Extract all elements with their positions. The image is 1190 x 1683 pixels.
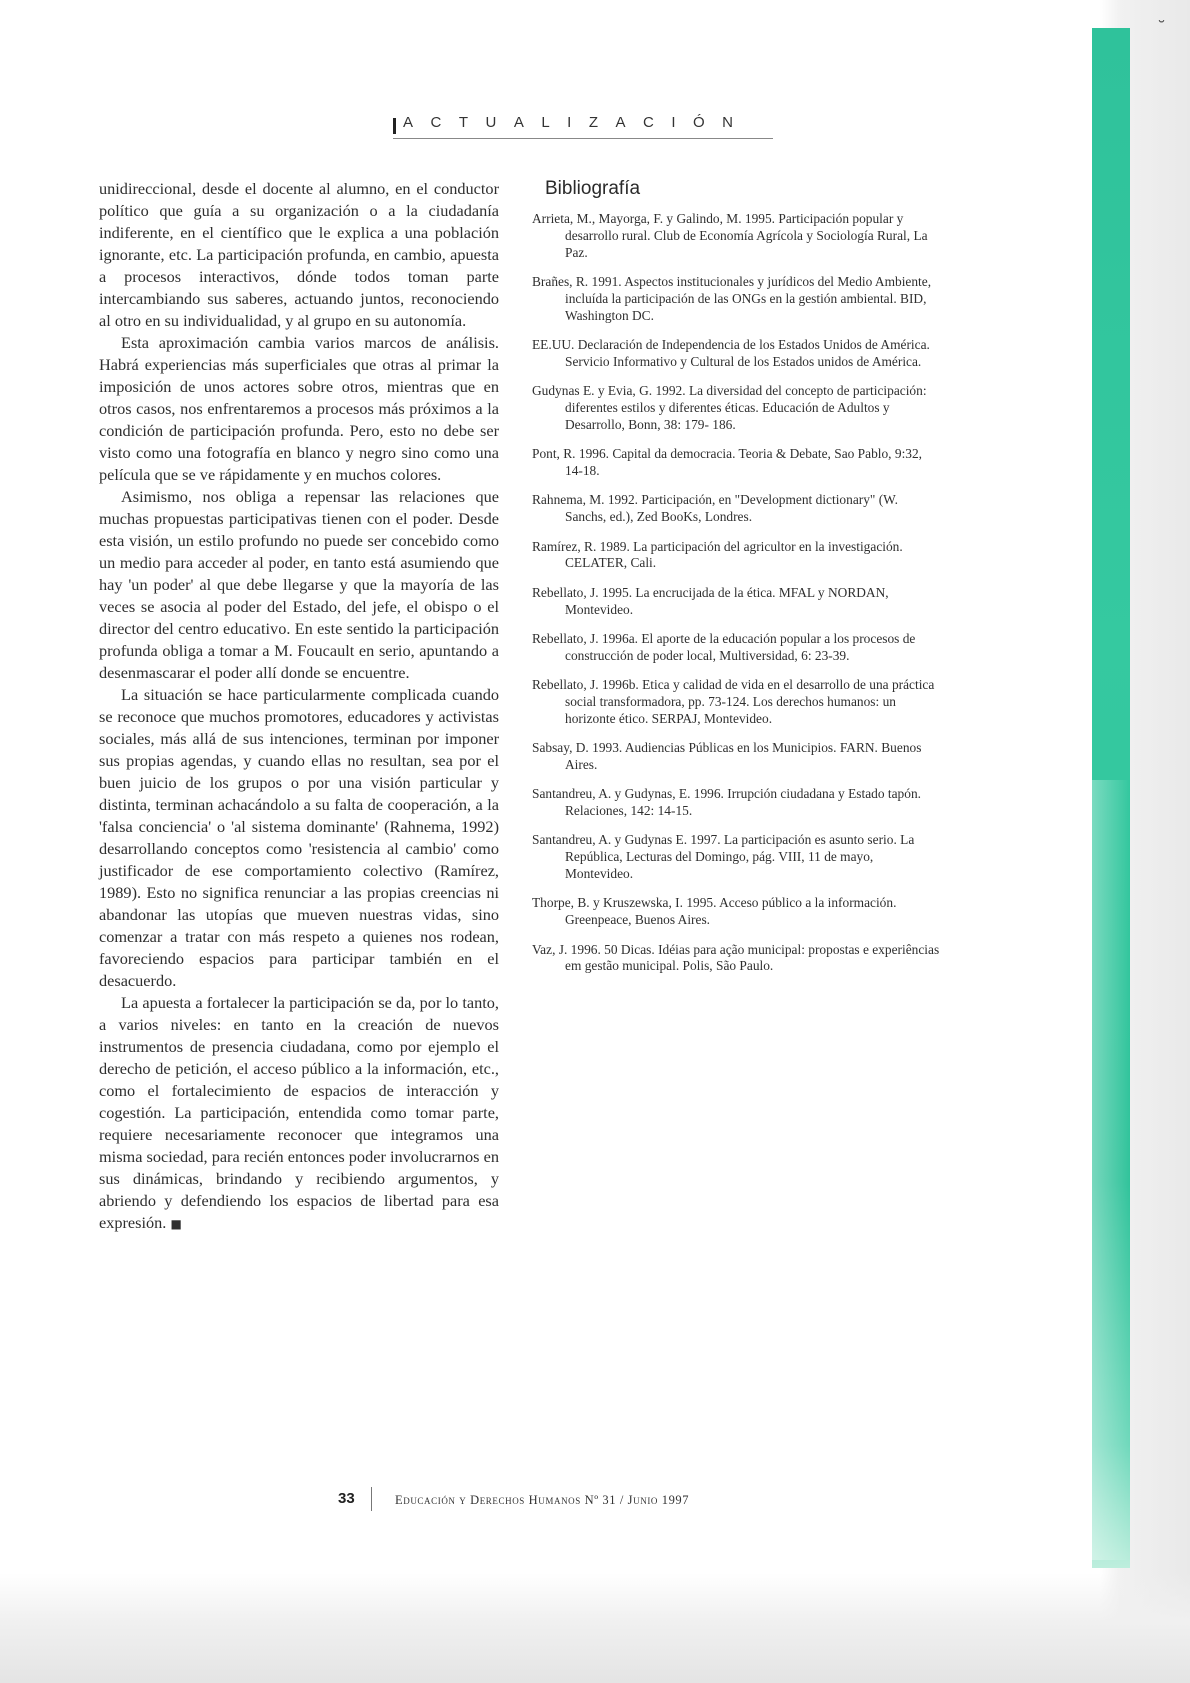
bibliography-entry: EE.UU. Declaración de Independencia de los Estados Unidos de América. Servicio Informativo y Cultural de los Estados unidos de América. — [532, 336, 930, 369]
bibliography-title: Bibliografía — [545, 178, 641, 199]
footer-separator — [371, 1487, 372, 1511]
bibliography-entry: Rebellato, J. 1996a. El aporte de la educación popular a los procesos de construcción de poder local, Multiversidad, 6: 23-39. — [532, 630, 916, 663]
bibliography-entry: Rebellato, J. 1996b. Etica y calidad de vida en el desarrollo de una práctica social transformadora, pp. 73-124. Los derechos humanos: un horizonte ético. SERPAJ, Montevideo. — [532, 677, 935, 726]
journal-info: Educación y Derechos Humanos Nº 31 / Junio 1997 — [395, 1493, 690, 1507]
bibliography-entry: Santandreu, A. y Gudynas, E. 1996. Irrupción ciudadana y Estado tapón. Relaciones, 142: 14-15. — [532, 786, 921, 819]
bibliography-entry: Arrieta, M., Mayorga, F. y Galindo, M. 1995. Participación popular y desarrollo rural. Club de Economía Agrícola y Sociología Rural, La Paz. — [532, 211, 928, 260]
bibliography-entry: Gudynas E. y Evia, G. 1992. La diversidad del concepto de participación: diferentes estilos y diferentes éticas. Educación de Adultos y Desarrollo, Bonn, 38: 179- 186. — [532, 383, 927, 432]
bibliography-entry: Ramírez, R. 1989. La participación del agricultor en la investigación. CELATER, Cali. — [532, 538, 903, 571]
bibliography-entry: Rebellato, J. 1995. La encrucijada de la ética. MFAL y NORDAN, Montevideo. — [532, 584, 889, 617]
scan-bottom-shadow — [0, 1573, 1190, 1683]
bibliography-list — [532, 211, 940, 975]
bibliography-section — [532, 178, 940, 988]
body-paragraph: unidireccional, desde el docente al alumno, en el conductor político que guía a su organización o a la ciudadanía indiferente, en el científico que le explica a una población ignorante, etc. La participación profunda, en cambio, apuesta a procesos interactivos, dónde todos toman parte intercambiando sus saberes, actuando juntos, reconociendo al otro en su individualidad, y al grupo en su autonomía. — [99, 179, 499, 330]
page-number: 33 — [338, 1490, 355, 1507]
section-title: ACTUALIZACIÓN — [403, 114, 751, 131]
bibliography-entry: Brañes, R. 1991. Aspectos institucionales y jurídicos del Medio Ambiente, incluída la participación de las ONGs en la gestión ambiental. BID, Washington DC. — [532, 273, 932, 323]
end-of-article-mark: ■ — [170, 1217, 182, 1231]
corner-mark: ˘ — [1157, 18, 1166, 39]
body-paragraph: Asimismo, nos obliga a repensar las relaciones que muchas propuestas participativas tienen con el poder. Desde esta visión, un estilo profundo no puede ser concebido como un medio para acceder al poder, en tanto está asumiendo que hay 'un poder' al que debe llegarse y que la mayoría de las veces se asocia al poder del Estado, del jefe, el obispo o el director del centro educativo. En este sentido la participación profunda obliga a tomar a M. Foucault en serio, apuntando a desenmascarar el poder allí donde se encuentre. — [99, 487, 499, 682]
body-paragraph-text: La apuesta a fortalecer la participación se da, por lo tanto, a varios niveles: en tanto en la creación de nuevos instrumentos de presencia ciudadana, como por ejemplo el derecho de petición, el acceso público a la información, etc., como el fortalecimiento de espacios de interacción y cogestión. La participación, entendida como tomar parte, requiere necesariamente reconocer que integramos una misma sociedad, para recién entonces poder involucrarnos en sus dinámicas, brindando y recibiendo argumentos, y abriendo y defendiendo los espacios de libertad para esa expresión. — [99, 993, 499, 1232]
bibliography-entry: Rahnema, M. 1992. Participación, en "Development dictionary" (W. Sanchs, ed.), Zed BooKs, Londres. — [532, 492, 898, 525]
body-text-column — [99, 178, 499, 1235]
page-footer — [338, 1490, 798, 1514]
body-paragraph-last — [99, 992, 499, 1235]
bibliography-entry: Pont, R. 1996. Capital da democracia. Teoria & Debate, Sao Pablo, 9:32, 14-18. — [532, 446, 923, 478]
bibliography-entry: Santandreu, A. y Gudynas E. 1997. La participación es asunto serio. La República, Lecturas del Domingo, pág. VIII, 11 de mayo, Montevideo. — [532, 832, 915, 882]
header-rule — [393, 138, 773, 139]
header-bar — [393, 118, 396, 134]
body-paragraph: La situación se hace particularmente complicada cuando se reconoce que muchos promotores, educadores y activistas sociales, más allá de sus intenciones, terminan por imponer sus propias agendas, y cuando ellas no resultan, sea por el buen juicio de los grupos o por una visión particular y distinta, terminan achacándolo a su falta de cooperación, a la 'falsa conciencia' o 'al sistema dominante' (Rahnema, 1992) desarrollando conceptos como 'resistencia al cambio' como justificador de ese comportamiento colectivo (Ramírez, 1989). Esto no significa renunciar a las propias creencias ni abandonar las utopías que mueven nuestras vidas, sino comenzar a tratar con más respeto a quienes nos rodean, favoreciendo espacios para participar también en el desacuerdo. — [99, 685, 499, 990]
body-paragraph: Esta aproximación cambia varios marcos de análisis. Habrá experiencias más superficiales que otras al primar la imposición de unos actores sobre otros, mientras que en otros casos, nos enfrentaremos a procesos más próximos a la condición de participación profunda. Pero, esto no debe ser visto como una fotografía en blanco y negro sino como una película que se ve rápidamente y en muchos colores. — [99, 333, 499, 484]
section-header — [393, 112, 773, 140]
green-strip-fade — [1092, 780, 1130, 1560]
bibliography-entry: Vaz, J. 1996. 50 Dicas. Idéias para ação municipal: propostas e experiências em gestão municipal. Polis, São Paulo. — [532, 941, 940, 974]
bibliography-entry: Sabsay, D. 1993. Audiencias Públicas en los Municipios. FARN. Buenos Aires. — [532, 740, 922, 772]
bibliography-entry: Thorpe, B. y Kruszewska, I. 1995. Acceso público a la información. Greenpeace, Buenos Aires. — [532, 895, 897, 928]
